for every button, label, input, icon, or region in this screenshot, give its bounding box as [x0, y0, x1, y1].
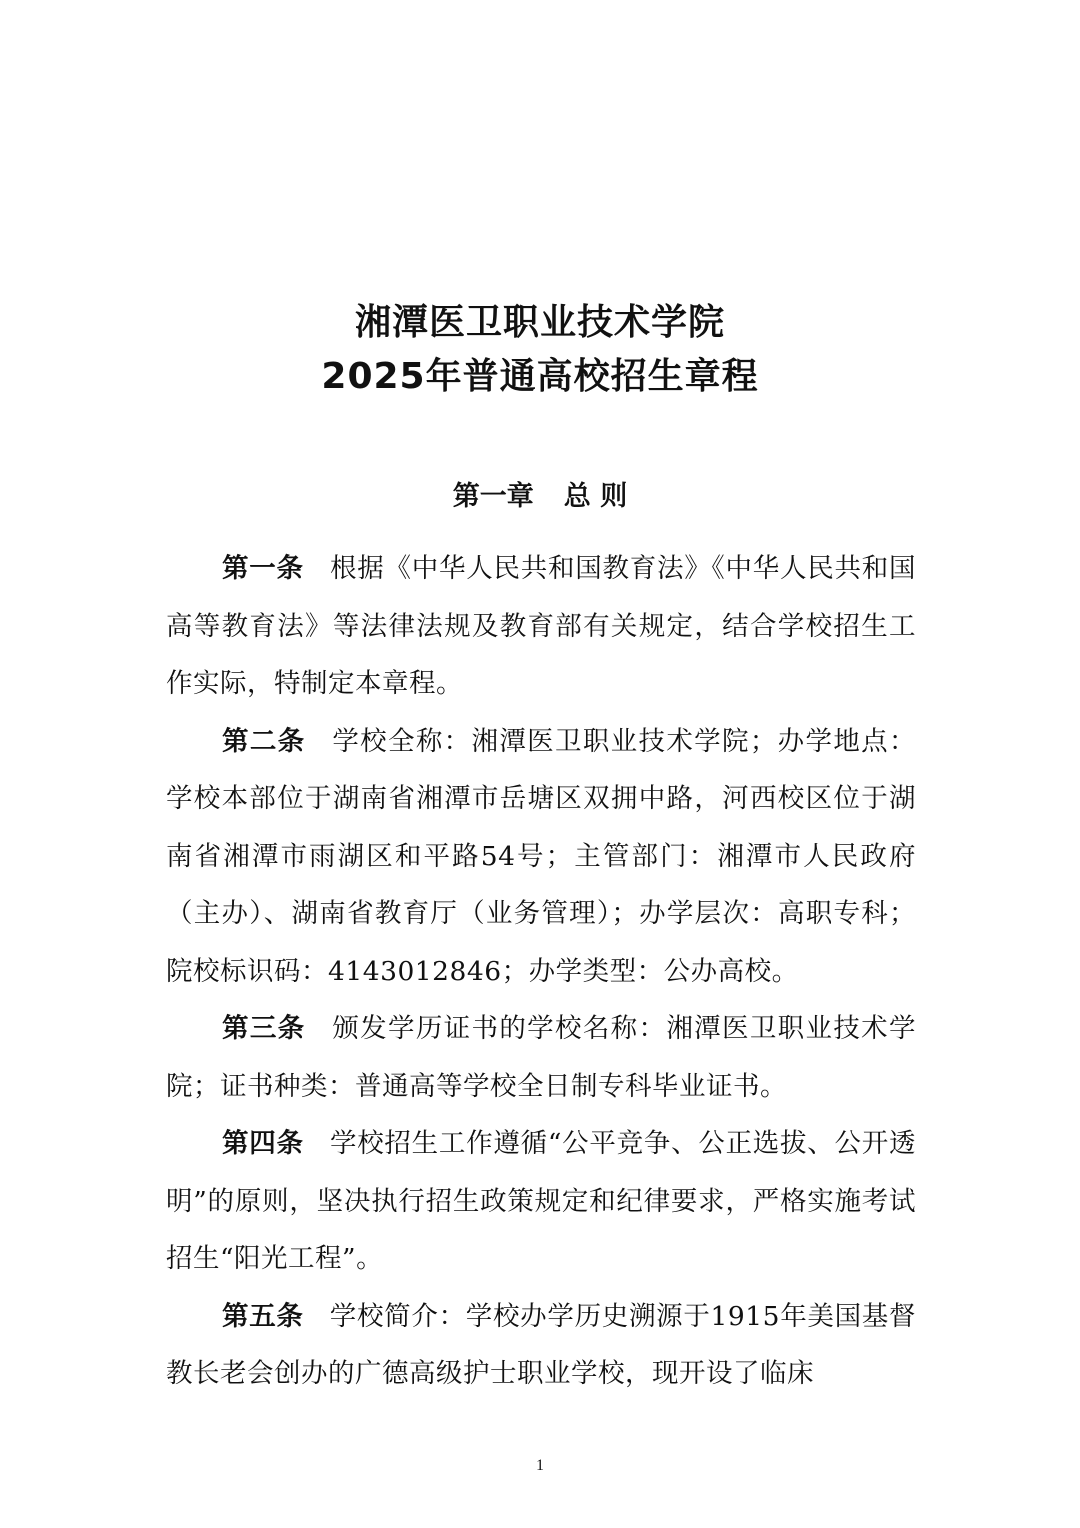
article-text: 根据《中华人民共和国教育法》《中华人民共和国高等教育法》等法律法规及教育部有关规定，结合学校招生工作实际，特制定本章程。	[166, 553, 916, 699]
title-line-school: 湘潭医卫职业技术学院	[354, 302, 725, 343]
article-2	[166, 713, 916, 1001]
article-label: 第五条	[222, 1300, 304, 1332]
title-line-subject: 2025年普通高校招生章程	[321, 356, 759, 397]
article-text: 学校全称：湘潭医卫职业技术学院；办学地点：学校本部位于湖南省湘潭市岳塘区双拥中路，河西校区位于湖南省湘潭市雨湖区和平路54号；主管部门：湘潭市人民政府（主办）、湖南省教育厅（业务管理）；办学层次：高职专科；院校标识码：4143012846；办学类型：公办高校。	[166, 725, 916, 987]
article-label: 第二条	[222, 725, 306, 757]
document-title	[0, 296, 1080, 404]
article-label: 第四条	[222, 1128, 304, 1159]
article-4	[166, 1115, 916, 1288]
article-label: 第一条	[222, 553, 304, 584]
article-3	[166, 1000, 916, 1115]
chapter-name: 总 则	[563, 481, 628, 512]
article-text: 学校招生工作遵循“公平竞争、公正选拔、公开透明”的原则，坚决执行招生政策规定和纪律要求，严格实施考试招生“阳光工程”。	[166, 1128, 916, 1274]
document-body	[166, 540, 916, 1403]
article-text: 颁发学历证书的学校名称：湘潭医卫职业技术学院；证书种类：普通高等学校全日制专科毕业证书。	[166, 1013, 916, 1102]
article-text: 学校简介：学校办学历史溯源于1915年美国基督教长老会创办的广德高级护士职业学校，现开设了临床	[166, 1300, 916, 1389]
chapter-number: 第一章	[452, 481, 534, 512]
chapter-heading	[0, 477, 1080, 517]
page-number: 1	[536, 1457, 544, 1474]
article-1	[166, 540, 916, 713]
article-5	[166, 1288, 916, 1403]
article-label: 第三条	[222, 1013, 306, 1044]
